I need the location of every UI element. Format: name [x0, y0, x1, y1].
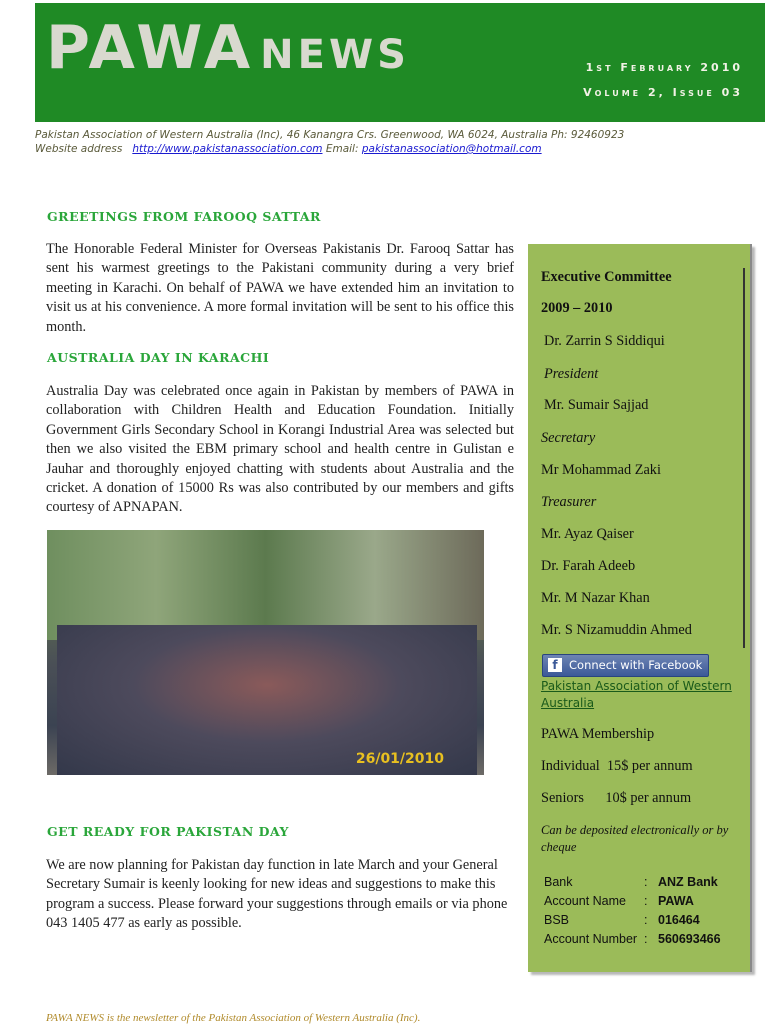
bank-details-table — [544, 872, 721, 948]
bank-colon: : — [644, 931, 648, 946]
footer-note: PAWA NEWS is the newsletter of the Pakistan Association of Western Australia (Inc). — [46, 1012, 421, 1024]
article-body-australia-day: Australia Day was celebrated once again in Pakistan by members of PAWA in collaboration with Children Health and Education Foundation. Initially Government Girls Secondary School in Korangi Industrial Area was selected but then we also visited the EBM primary school and health centre in Gulistan e Jauhar and thoroughly enjoyed chatting with students about Australia and the cricket. A donation of 15000 Rs was also contributed by our members and gifts courtesy of APNAPAN. — [46, 383, 514, 516]
facebook-connect-button[interactable] — [542, 654, 709, 677]
bank-row — [544, 872, 721, 891]
email-label: Email: — [325, 143, 359, 155]
member-name: Mr Mohammad Zaki — [541, 462, 661, 478]
member-name: Dr. Farah Adeeb — [541, 558, 636, 574]
bank-value: PAWA — [658, 893, 694, 908]
title-news: NEWS — [260, 32, 410, 78]
membership-seniors: Seniors 10$ per annum — [541, 790, 692, 806]
article-heading-pakistan-day: GET READY FOR PAKISTAN DAY — [47, 824, 289, 839]
bank-row — [544, 891, 721, 910]
photo-background — [47, 530, 484, 640]
member-name: Mr. Sumair Sajjad — [544, 397, 649, 413]
masthead — [35, 3, 765, 122]
issue-number: Volume 2, Issue 03 — [583, 86, 743, 99]
payment-note: Can be deposited electronically or by cheque — [541, 823, 729, 854]
membership-individual: Individual 15$ per annum — [541, 758, 693, 774]
article-body-pakistan-day: We are now planning for Pakistan day function in late March and your General Secretary Sumair is keenly looking for new ideas and suggestions to make this program a success. Please forward your suggestions through emails or via phone 043 1405 477 as early as possible. — [46, 857, 508, 932]
facebook-page-link[interactable]: Pakistan Association of Western Australia — [541, 679, 732, 710]
website-label: Website address — [35, 143, 123, 155]
bank-label: Bank — [544, 874, 573, 889]
bank-row — [544, 910, 721, 929]
sidebar — [528, 244, 752, 972]
title-pawa: PAWA — [46, 13, 255, 83]
group-photo — [47, 530, 484, 775]
bank-label: Account Name — [544, 893, 626, 908]
member-role: President — [544, 366, 599, 382]
photo-date-stamp: 26/01/2010 — [355, 751, 444, 767]
issue-date: 1st February 2010 — [585, 61, 743, 74]
bank-colon: : — [644, 912, 648, 927]
member-name: Mr. Ayaz Qaiser — [541, 526, 634, 542]
membership-title: PAWA Membership — [541, 726, 655, 742]
email-link[interactable]: pakistanassociation@hotmail.com — [361, 143, 542, 155]
bank-label: Account Number — [544, 931, 638, 946]
contact-address — [35, 128, 755, 156]
member-name: Dr. Zarrin S Siddiqui — [544, 333, 665, 349]
committee-title: Executive Committee — [541, 269, 672, 285]
website-link[interactable]: http://www.pakistanassociation.com — [132, 143, 323, 155]
article-heading-greetings: GREETINGS FROM FAROOQ SATTAR — [47, 209, 321, 224]
member-role: Secretary — [541, 430, 596, 446]
member-role: Treasurer — [541, 494, 597, 510]
bank-row — [544, 929, 721, 948]
committee-years: 2009 – 2010 — [541, 300, 613, 316]
bank-value: 016464 — [658, 912, 700, 927]
article-heading-australia-day: AUSTRALIA DAY IN KARACHI — [47, 350, 270, 365]
web-contact-line — [35, 142, 755, 156]
member-name: Mr. M Nazar Khan — [541, 590, 650, 606]
address-line: Pakistan Association of Western Australia (Inc), 46 Kanangra Crs. Greenwood, WA 6024, Australia Ph: 92460923 — [35, 129, 625, 141]
bank-value: 560693466 — [658, 931, 721, 946]
facebook-icon: f — [548, 658, 562, 672]
newsletter-title — [46, 13, 410, 83]
bank-value: ANZ Bank — [658, 874, 718, 889]
bank-colon: : — [644, 874, 648, 889]
bank-label: BSB — [544, 912, 570, 927]
sidebar-rule — [743, 268, 745, 648]
bank-colon: : — [644, 893, 648, 908]
article-body-greetings: The Honorable Federal Minister for Overseas Pakistanis Dr. Farooq Sattar has sent his warmest greetings to the Pakistani community during a very brief meeting in Karachi. On behalf of PAWA we have extended him an invitation to visit us at his convenience. A more formal invitation will be sent to his office this month. — [46, 241, 514, 335]
facebook-button-label: Connect with Facebook — [569, 658, 703, 672]
member-name: Mr. S Nizamuddin Ahmed — [541, 622, 692, 638]
